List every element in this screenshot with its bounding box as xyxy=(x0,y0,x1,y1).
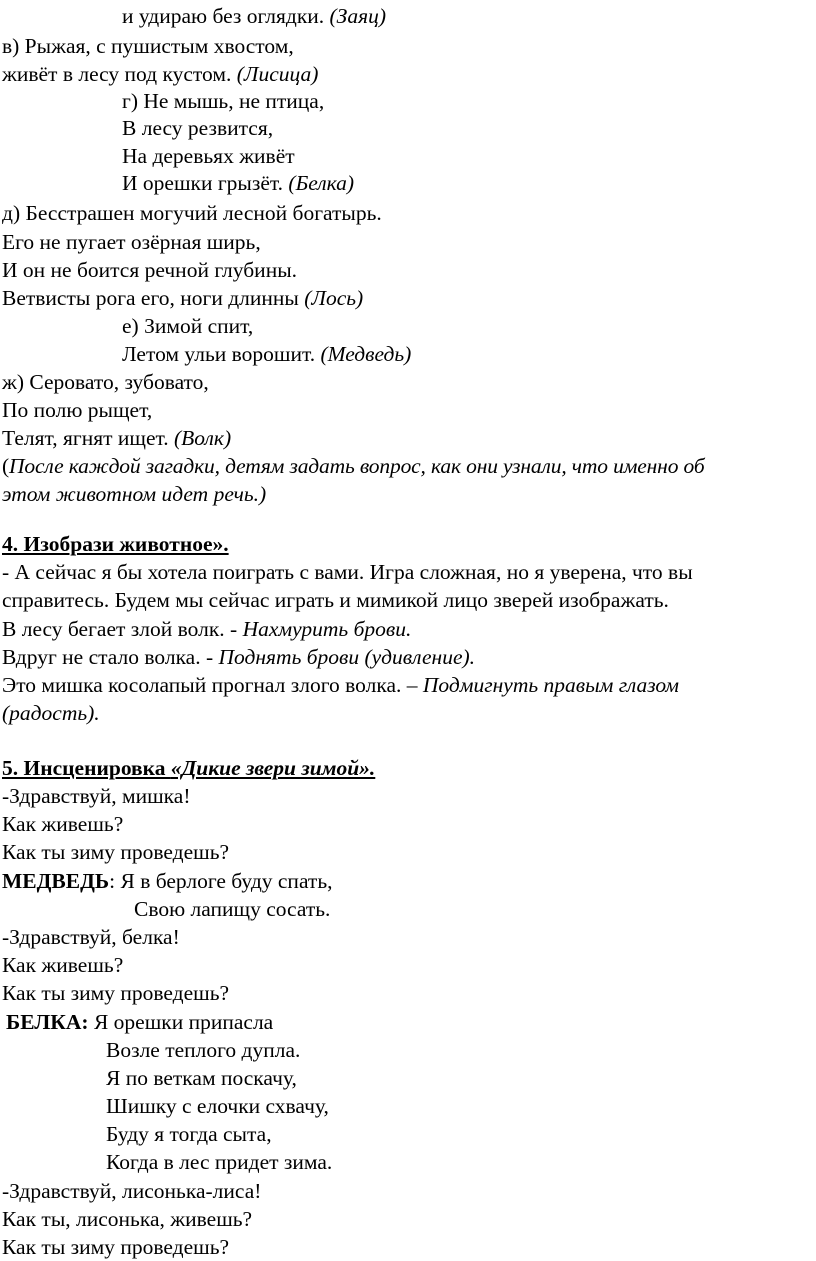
section4-paragraph-line1: - А сейчас я бы хотела поиграть с вами. Игра сложная, но я уверена, что вы xyxy=(2,560,693,584)
note-text: После каждой загадки, детям задать вопрос, как они узнали, что именно об xyxy=(9,454,705,478)
riddle-g-line1: г) Не мышь, не птица, xyxy=(122,89,325,113)
riddle-d-line2: Его не пугает озёрная ширь, xyxy=(2,230,261,254)
squirrel-speech-line2: Возле теплого дупла. xyxy=(106,1038,301,1062)
teacher-note-line1 xyxy=(2,452,816,480)
riddle-text: и удираю без оглядки. xyxy=(122,4,330,28)
riddle-e-line1: е) Зимой спит, xyxy=(122,314,254,338)
dialogue-line: -Здравствуй, белка! xyxy=(2,925,180,949)
bear-speech-line2: Свою лапищу сосать. xyxy=(134,897,331,921)
game-action: Подмигнуть правым глазом xyxy=(422,673,680,697)
dialogue-line: Как живешь? xyxy=(2,953,124,977)
section4-surprise-line xyxy=(2,643,816,671)
bear-speech-line1 xyxy=(2,867,816,895)
squirrel-speech-line3: Я по веткам поскачу, xyxy=(106,1066,297,1090)
section5-heading-plain: 5. Инсценировка xyxy=(2,756,171,780)
riddle-zh-line3 xyxy=(2,424,816,452)
teacher-note-line2: этом животном идет речь.) xyxy=(2,482,267,506)
riddle-text: Ветвисты рога его, ноги длинны xyxy=(2,286,305,310)
game-phrase: Вдруг не стало волка. - xyxy=(2,645,219,669)
riddle-answer: (Белка) xyxy=(288,171,355,195)
riddle-answer: (Лось) xyxy=(304,286,364,310)
riddle-answer: (Волк) xyxy=(174,426,232,450)
riddle-text: Телят, ягнят ищет. xyxy=(2,426,175,450)
riddle-g-line4 xyxy=(122,169,816,197)
section4-joy-line: (радость). xyxy=(2,701,100,725)
game-phrase: Это мишка косолапый прогнал злого волка. – xyxy=(2,673,423,697)
riddle-zh-line2: По полю рыщет, xyxy=(2,398,153,422)
riddle-e-line2 xyxy=(122,340,816,368)
squirrel-speech-line6: Когда в лес придет зима. xyxy=(106,1150,333,1174)
section4-heading: 4. Изобрази животное». xyxy=(2,532,229,556)
note-paren: ( xyxy=(2,454,10,478)
game-action: Нахмурить брови. xyxy=(242,617,412,641)
riddle-text: Летом ульи ворошит. xyxy=(122,342,321,366)
squirrel-speech-text: Я орешки припасла xyxy=(88,1010,274,1034)
section4-paragraph-line2: справитесь. Будем мы сейчас играть и мимикой лицо зверей изображать. xyxy=(2,588,669,612)
riddle-text: И орешки грызёт. xyxy=(122,171,289,195)
game-action: Поднять брови (удивление). xyxy=(218,645,476,669)
dialogue-line: -Здравствуй, мишка! xyxy=(2,784,191,808)
riddle-g-line2: В лесу резвится, xyxy=(122,116,274,140)
dialogue-line: Как живешь? xyxy=(2,812,124,836)
section4-bear-line xyxy=(2,671,816,699)
riddle-text: живёт в лесу под кустом. xyxy=(2,62,237,86)
bear-speech-text: : Я в берлоге буду спать, xyxy=(109,869,333,893)
riddle-answer: (Лисица) xyxy=(236,62,319,86)
riddle-zayats-line xyxy=(122,2,816,30)
game-phrase: В лесу бегает злой волк. - xyxy=(2,617,243,641)
bear-speaker-label: МЕДВЕДЬ xyxy=(2,869,110,893)
riddle-d-line1: д) Бесстрашен могучий лесной богатырь. xyxy=(2,201,382,225)
squirrel-speech-line5: Буду я тогда сыта, xyxy=(106,1122,272,1146)
dialogue-line: -Здравствуй, лисонька-лиса! xyxy=(2,1179,262,1203)
riddle-answer: (Медведь) xyxy=(320,342,412,366)
section5-heading xyxy=(2,754,816,782)
riddle-d-line4 xyxy=(2,284,816,312)
dialogue-line: Как ты зиму проведешь? xyxy=(2,981,230,1005)
riddle-answer: (Заяц) xyxy=(329,4,386,28)
dialogue-line: Как ты зиму проведешь? xyxy=(2,840,230,864)
riddle-zh-line1: ж) Серовато, зубовато, xyxy=(2,370,209,394)
squirrel-speech-line1 xyxy=(6,1008,816,1036)
riddle-g-line3: На деревьях живёт xyxy=(122,144,295,168)
section4-wolf-line xyxy=(2,615,816,643)
dialogue-line: Как ты зиму проведешь? xyxy=(2,1235,230,1259)
dialogue-line: Как ты, лисонька, живешь? xyxy=(2,1207,253,1231)
squirrel-speech-line4: Шишку с елочки схвачу, xyxy=(106,1094,329,1118)
riddle-d-line3: И он не боится речной глубины. xyxy=(2,258,298,282)
riddle-v-line2 xyxy=(2,60,816,88)
section5-heading-title: «Дикие звери зимой». xyxy=(170,756,376,780)
squirrel-speaker-label: БЕЛКА: xyxy=(6,1010,89,1034)
riddle-v-line1: в) Рыжая, с пушистым хвостом, xyxy=(2,34,294,58)
